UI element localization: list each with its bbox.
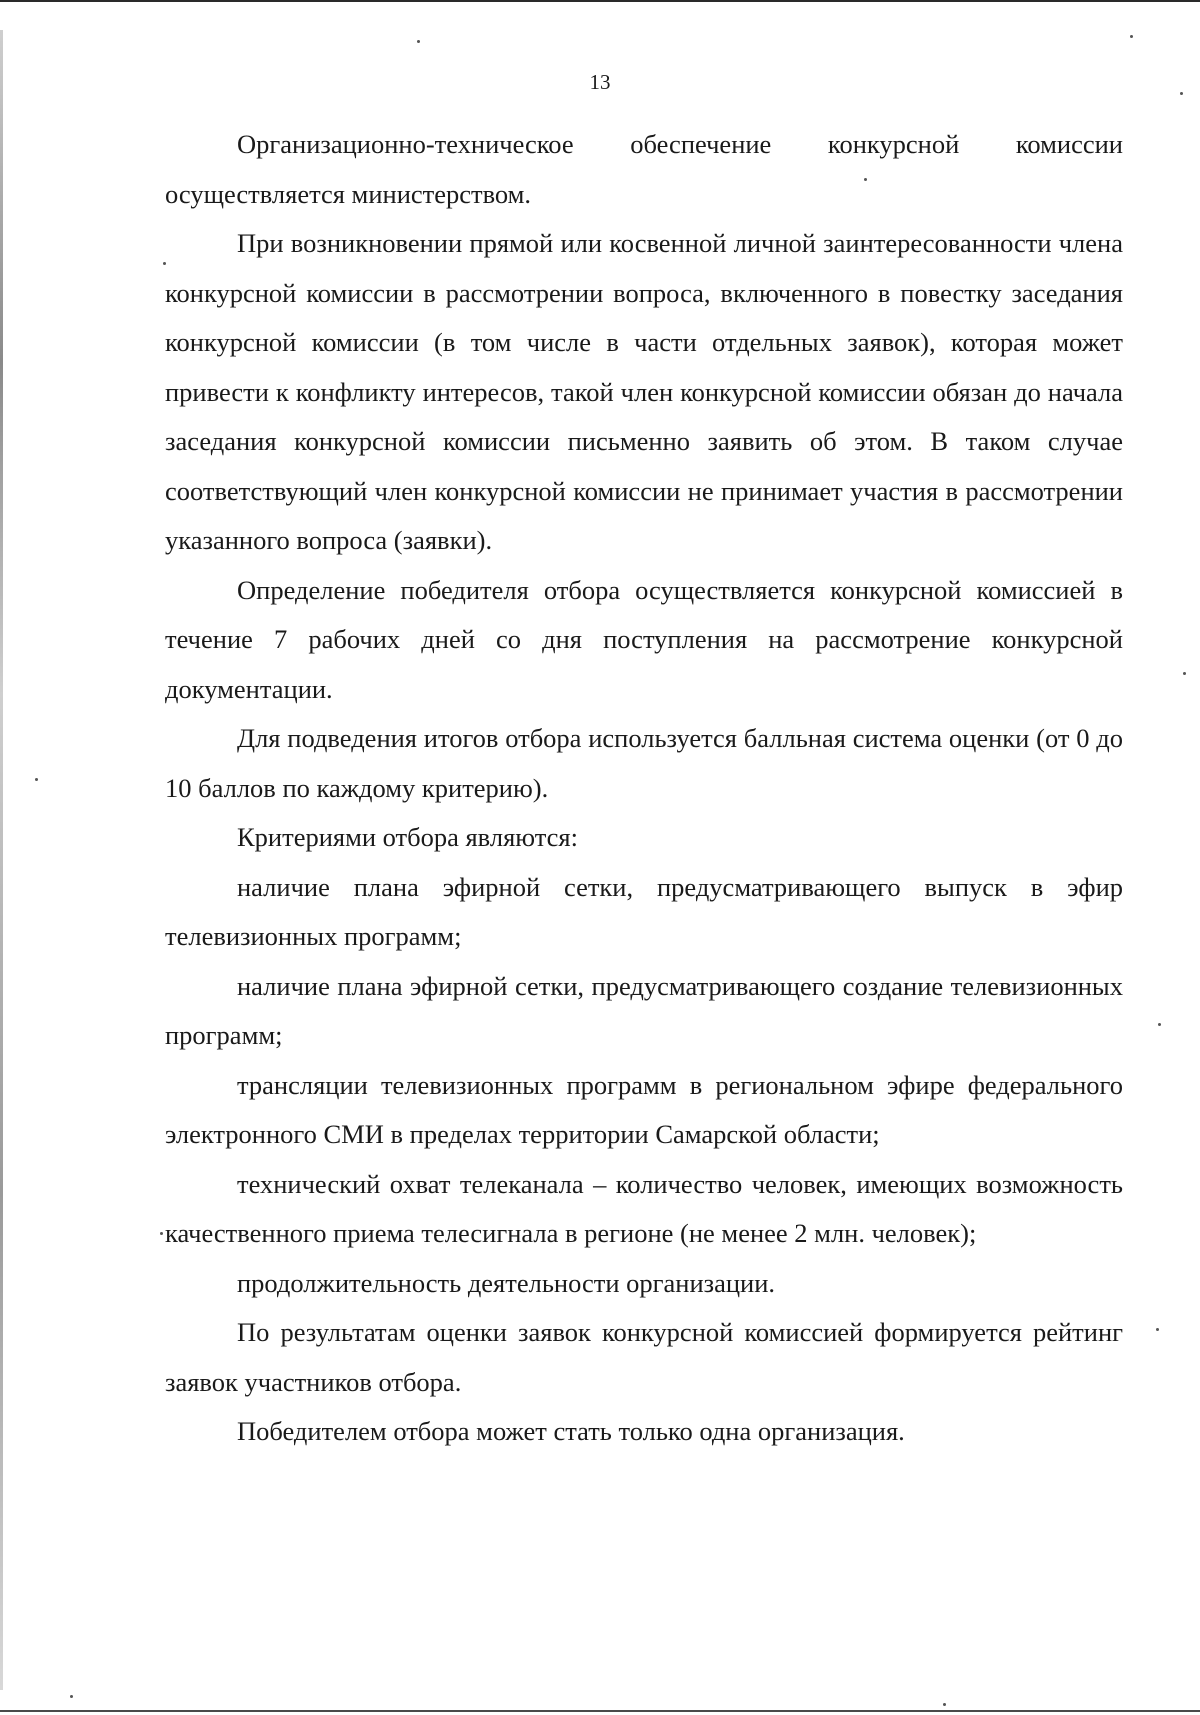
scan-speck: [1130, 35, 1133, 38]
criterion-broadcast-schedule-release: наличие плана эфирной сетки, предусматривающего выпуск в эфир телевизионных программ;: [165, 871, 1123, 951]
paragraph-scoring-system: Для подведения итогов отбора используется балльная система оценки (от 0 до 10 баллов по каждому критерию).: [165, 723, 1123, 803]
criterion-regional-broadcast: трансляции телевизионных программ в региональном эфире федерального электронного СМИ в пределах территории Самарской области;: [165, 1069, 1123, 1149]
paragraph-rating-formation: По результатам оценки заявок конкурсной комиссией формируется рейтинг заявок участников отбора.: [165, 1317, 1123, 1397]
document-body: [165, 120, 1123, 1457]
scan-speck: [943, 1703, 946, 1706]
paragraph-single-winner: Победителем отбора может стать только одна организация.: [237, 1416, 905, 1446]
scan-edge-left: [0, 30, 3, 1690]
scan-speck: [1158, 1023, 1161, 1026]
scan-speck: [417, 40, 420, 43]
page-number: 13: [589, 70, 611, 94]
paragraph-technical-support: Организационно-техническое обеспечение конкурсной комиссии осуществляется министерством.: [165, 129, 1123, 209]
scan-speck: [1156, 1328, 1159, 1331]
paragraph-criteria-heading: Критериями отбора являются:: [237, 822, 578, 852]
criterion-broadcast-schedule-creation: наличие плана эфирной сетки, предусматривающего создание телевизионных программ;: [165, 970, 1123, 1050]
scan-speck: [70, 1695, 73, 1698]
scan-edge-top: [0, 0, 1200, 2]
scan-edge-bottom: [0, 1710, 1200, 1712]
scan-speck: [35, 778, 38, 781]
scan-speck: [1183, 672, 1186, 675]
criterion-activity-duration: продолжительность деятельности организации.: [237, 1267, 776, 1298]
paragraph-winner-determination: Определение победителя отбора осуществляется конкурсной комиссией в течение 7 рабочих дней со дня поступления на рассмотрение конкурсной документации.: [165, 574, 1123, 704]
scan-speck: [160, 1232, 163, 1235]
criterion-technical-coverage: технический охват телеканала – количество человек, имеющих возможность качественного приема телесигнала в регионе (не менее 2 млн. человек);: [165, 1168, 1123, 1248]
paragraph-conflict-of-interest: При возникновении прямой или косвенной личной заинтересованности члена конкурсной комиссии в рассмотрении вопроса, включенного в повестку заседания конкурсной комиссии (в том числе в части отдельных заявок), которая может привести к конфликту интересов, такой член конкурсной комиссии обязан до начала заседания конкурсной комиссии письменно заявить об этом. В таком случае соответствующий член конкурсной комиссии не принимает участия в рассмотрении указанного вопроса (заявки).: [165, 228, 1123, 555]
